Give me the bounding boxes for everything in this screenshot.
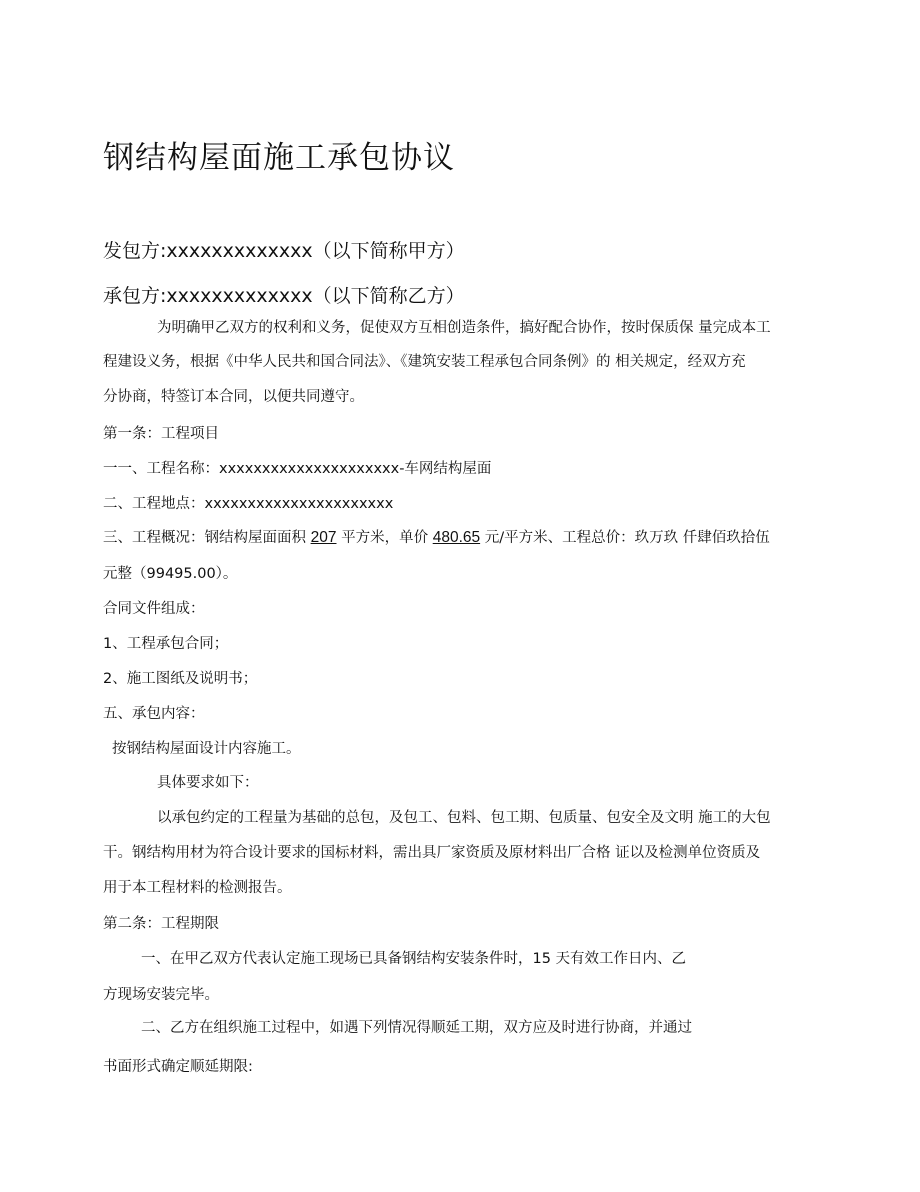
preamble-line-3: 分协商，特签订本合同，以便共同遵守。 — [103, 389, 364, 405]
article1-heading: 第一条：工程项目 — [103, 426, 219, 442]
preamble-line-2: 程建设义务，根据《中华人民共和国合同法》、《建筑安装工程承包合同条例》的 相关规定，经双方充 — [103, 354, 746, 370]
scope-heading: 五、承包内容： — [103, 706, 205, 722]
contract-docs-heading: 合同文件组成： — [103, 601, 205, 617]
preamble-line-1: 为明确甲乙双方的权利和义务，促使双方互相创造条件，搞好配合协作，按时保质保 量完成本工 — [157, 320, 771, 336]
contractor-party: 承包方:xxxxxxxxxxxxx（以下简称乙方） — [103, 285, 465, 307]
requirements-line-1: 以承包约定的工程量为基础的总包，及包工、包料、包工期、包质量、包安全及文明 施工的大包 — [157, 810, 771, 826]
scope-line: 按钢结构屋面设计内容施工。 — [112, 741, 301, 757]
overview-prefix: 三、工程概况：钢结构屋面面积 — [103, 530, 311, 546]
requirements-line-2: 干。钢结构用材为符合设计要求的国标材料，需出具厂家资质及原材料出厂合格 证以及检测单位资质及 — [103, 845, 761, 861]
period-clause-2-line-2: 书面形式确定顺延期限: — [103, 1059, 253, 1075]
article2-heading: 第二条：工程期限 — [103, 916, 219, 932]
area-value: 207 — [310, 529, 337, 546]
contract-doc-2: 2、施工图纸及说明书； — [103, 671, 258, 687]
project-overview-line-2: 元整（99495.00）。 — [103, 566, 238, 582]
requirements-heading: 具体要求如下： — [157, 775, 259, 791]
unit-price-value: 480.65 — [432, 529, 481, 546]
contract-doc-1: 1、工程承包合同； — [103, 636, 229, 652]
overview-mid-2: 元/平方米、工程总价：玖万玖 仟肆佰玖拾伍 — [480, 530, 770, 546]
project-overview-line-1 — [103, 528, 770, 548]
document-title: 钢结构屋面施工承包协议 — [103, 140, 455, 176]
period-clause-1-line-2: 方现场安装完毕。 — [103, 987, 219, 1003]
employer-party: 发包方:xxxxxxxxxxxxx（以下简称甲方） — [103, 240, 465, 262]
project-location: 二、工程地点：xxxxxxxxxxxxxxxxxxxxxx — [103, 496, 394, 512]
period-clause-1-line-1: 一、在甲乙双方代表认定施工现场已具备钢结构安装条件时，15 天有效工作日内、乙 — [141, 951, 687, 967]
overview-mid-1: 平方米，单价 — [336, 530, 433, 546]
period-clause-2-line-1: 二、乙方在组织施工过程中，如遇下列情况得顺延工期，双方应及时进行协商，并通过 — [141, 1020, 692, 1036]
project-name: 一一、工程名称：xxxxxxxxxxxxxxxxxxxxx-车网结构屋面 — [103, 461, 492, 477]
requirements-line-3: 用于本工程材料的检测报告。 — [103, 880, 292, 896]
